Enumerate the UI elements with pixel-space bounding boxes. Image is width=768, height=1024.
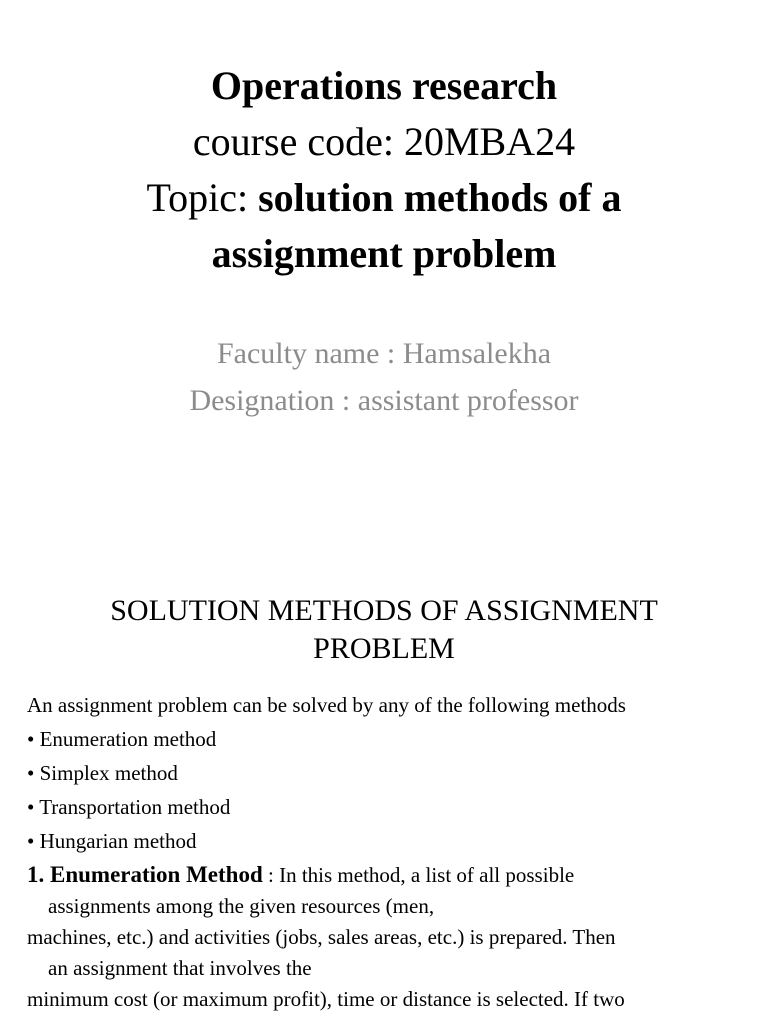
- paragraph-text: : In this method, a list of all possible: [262, 863, 575, 887]
- heading-line-2: PROBLEM: [313, 632, 455, 665]
- slide-body: [27, 688, 747, 1015]
- bullet-item: • Simplex method: [27, 761, 178, 785]
- topic-title-part2: assignment problem: [211, 231, 557, 276]
- enumeration-paragraph: [27, 859, 747, 1015]
- content-slide: [0, 576, 768, 1024]
- paragraph-line: machines, etc.) and activities (jobs, sales areas, etc.) is prepared. Then: [27, 925, 616, 949]
- topic-line: [0, 170, 768, 226]
- title-block: [0, 58, 768, 282]
- topic-prefix: Topic:: [146, 175, 259, 220]
- topic-title-part1: solution methods of a: [258, 175, 622, 220]
- paragraph-lead: 1. Enumeration Method: [27, 862, 263, 887]
- paragraph-line: an assignment that involves the: [48, 956, 312, 980]
- bullet-item: • Enumeration method: [27, 727, 217, 751]
- paragraph-line: assignments among the given resources (men,: [48, 894, 435, 918]
- course-title: Operations research: [210, 63, 558, 108]
- designation: Designation : assistant professor: [189, 384, 579, 417]
- intro-text: An assignment problem can be solved by any of the following methods: [27, 693, 626, 717]
- slide-heading: [0, 592, 768, 668]
- bullet-item: • Hungarian method: [27, 829, 197, 853]
- faculty-name: Faculty name : Hamsalekha: [216, 337, 552, 370]
- bullet-item: • Transportation method: [27, 795, 231, 819]
- paragraph-line: [27, 859, 747, 891]
- heading-line-1: SOLUTION METHODS OF ASSIGNMENT: [110, 594, 658, 627]
- course-code: course code: 20MBA24: [192, 119, 576, 164]
- paragraph-line: minimum cost (or maximum profit), time or distance is selected. If two: [27, 987, 625, 1011]
- faculty-info: [0, 330, 768, 424]
